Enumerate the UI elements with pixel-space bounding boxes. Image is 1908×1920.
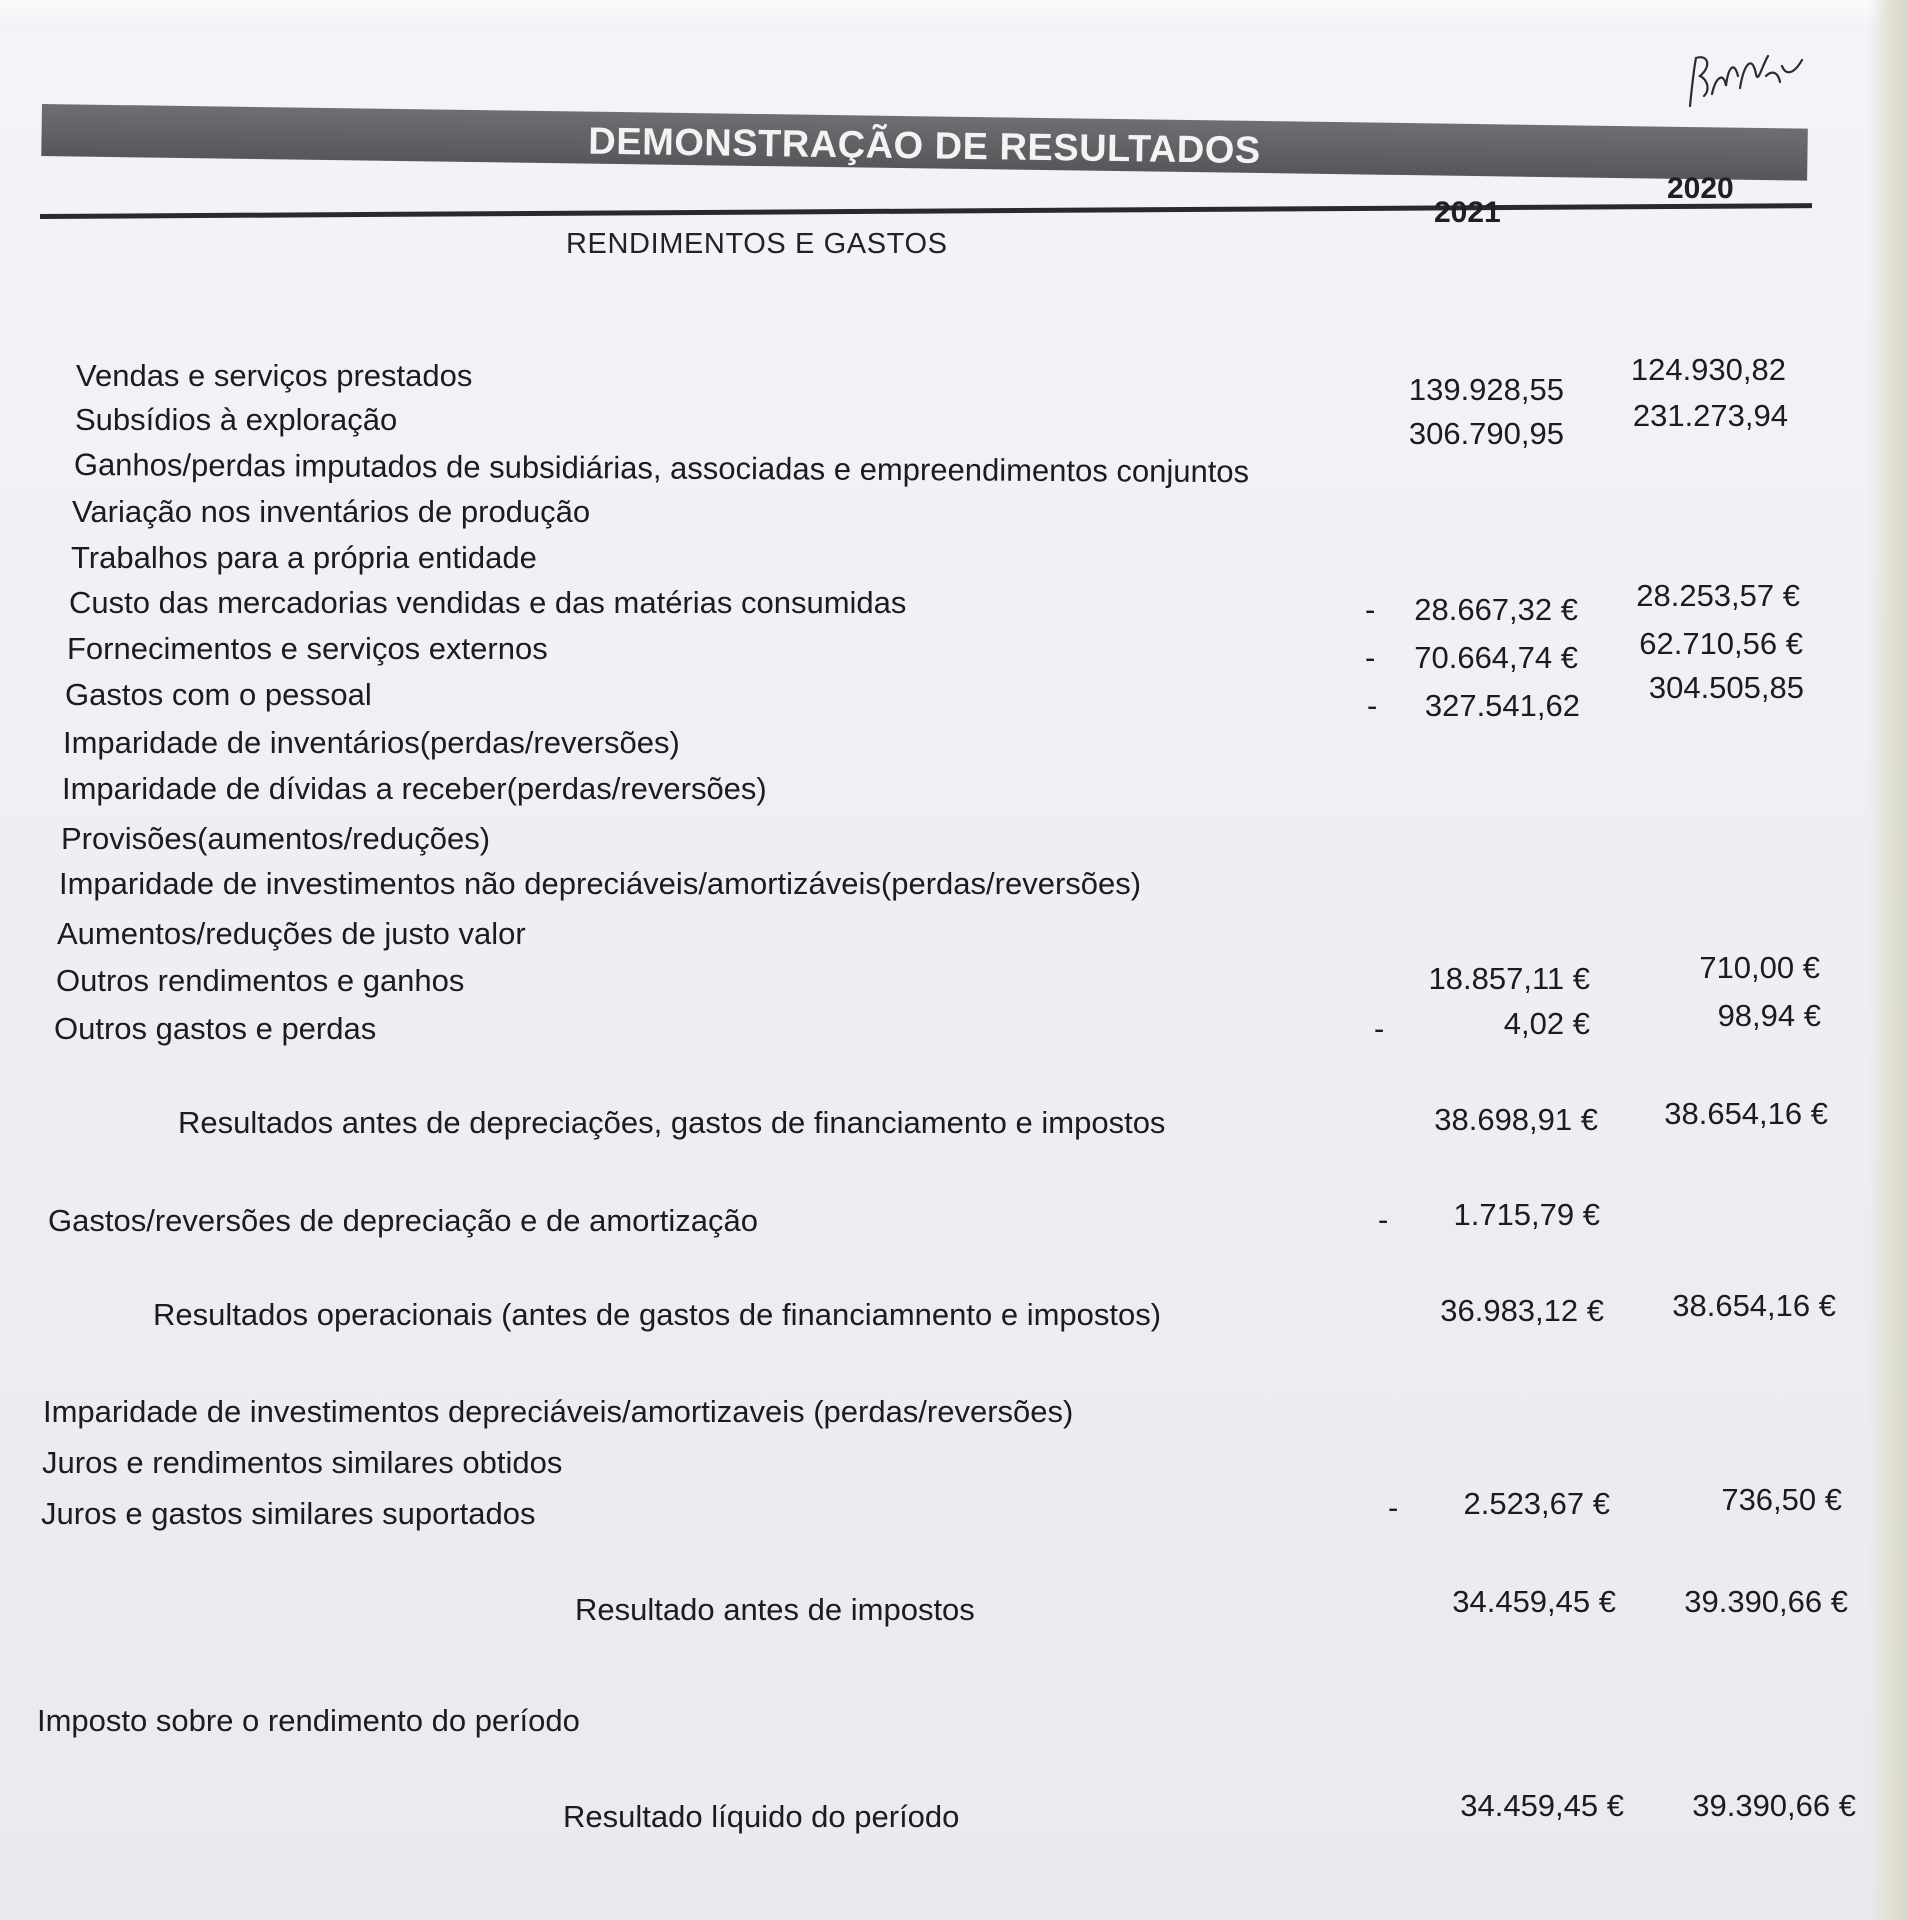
row-label-cmvmc: Custo das mercadorias vendidas e das matérias consumidas — [69, 585, 907, 620]
row-value-2020-juros-suportados: 736,50 € — [1721, 1482, 1842, 1517]
subtotal-value-2020-resultado-antes-impostos: 39.390,66 € — [1684, 1584, 1848, 1619]
page-right-edge — [1868, 0, 1908, 1920]
row-value-2021-vendas: 139.928,55 — [1408, 372, 1564, 407]
subtotal-value-2021-resultado-antes-impostos: 34.459,45 € — [1452, 1584, 1616, 1619]
section-subtitle: RENDIMENTOS E GASTOS — [566, 228, 948, 260]
row-value-2020-cmvmc: 28.253,57 € — [1636, 578, 1800, 613]
row-label-variacao-inventarios: Variação nos inventários de produção — [72, 494, 591, 529]
subtotal-value-2021-resultados-operacionais: 36.983,12 € — [1440, 1293, 1604, 1328]
row-value-2021-outros-gastos: 4,02 € — [1503, 1006, 1590, 1041]
row-value-2021-depreciacoes: 1.715,79 € — [1453, 1197, 1600, 1232]
row-label-outros-rendimentos: Outros rendimentos e ganhos — [56, 963, 465, 998]
row-value-2021-pessoal: 327.541,62 — [1424, 688, 1580, 723]
header-rule — [40, 203, 1812, 219]
row-value-2020-pessoal: 304.505,85 — [1648, 670, 1804, 705]
row-value-2020-subsidios: 231.273,94 — [1632, 398, 1788, 433]
row-label-imparidade-investimentos-depreciaveis: Imparidade de investimentos depreciáveis/amortizaveis (perdas/reversões) — [43, 1394, 1074, 1429]
row-value-2020-vendas: 124.930,82 — [1630, 352, 1786, 387]
row-label-depreciacoes: Gastos/reversões de depreciação e de amortização — [48, 1203, 758, 1238]
row-label-juros-obtidos: Juros e rendimentos similares obtidos — [42, 1445, 563, 1480]
row-label-vendas: Vendas e serviços prestados — [76, 358, 473, 393]
signature-mark — [1682, 46, 1812, 118]
row-label-outros-gastos: Outros gastos e perdas — [54, 1011, 377, 1046]
subtotal-value-2020-resultados-operacionais: 38.654,16 € — [1672, 1288, 1836, 1323]
row-value-2021-outros-rendimentos: 18.857,11 € — [1428, 961, 1590, 996]
row-label-imparidade-dividas: Imparidade de dívidas a receber(perdas/reversões) — [62, 771, 767, 806]
row-value-2021-fse: 70.664,74 € — [1414, 640, 1578, 675]
row-label-pessoal: Gastos com o pessoal — [65, 677, 372, 712]
row-label-subsidios: Subsídios à exploração — [75, 402, 398, 437]
page-top-edge — [0, 0, 1908, 30]
row-sign-2021-depreciacoes: - — [1378, 1202, 1389, 1237]
row-value-2020-fse: 62.710,56 € — [1639, 626, 1803, 661]
title-banner — [41, 104, 1808, 181]
row-value-2021-subsidios: 306.790,95 — [1408, 416, 1564, 451]
subtotal-label-ebitda: Resultados antes de depreciações, gastos de financiamento e impostos — [178, 1105, 1166, 1140]
row-label-imparidade-investimentos-nao-depreciaveis: Imparidade de investimentos não depreciáveis/amortizáveis(perdas/reversões) — [59, 866, 1142, 901]
subtotal-label-resultado-antes-impostos: Resultado antes de impostos — [575, 1592, 975, 1627]
row-label-fse: Fornecimentos e serviços externos — [67, 631, 548, 666]
row-value-2020-outros-rendimentos: 710,00 € — [1699, 950, 1820, 985]
row-label-imparidade-inventarios: Imparidade de inventários(perdas/reversões) — [63, 725, 680, 760]
row-label-justo-valor: Aumentos/reduções de justo valor — [57, 916, 526, 951]
row-value-2020-outros-gastos: 98,94 € — [1717, 998, 1821, 1033]
row-value-2021-juros-suportados: 2.523,67 € — [1463, 1486, 1610, 1521]
row-sign-2021-pessoal: - — [1367, 688, 1378, 723]
total-value-2020-resultado-liquido: 39.390,66 € — [1692, 1788, 1856, 1823]
row-label-imposto-rendimento: Imposto sobre o rendimento do período — [37, 1703, 580, 1738]
page-title: DEMONSTRAÇÃO DE RESULTADOS — [588, 120, 1261, 173]
row-sign-2021-outros-gastos: - — [1374, 1011, 1385, 1046]
row-value-2021-cmvmc: 28.667,32 € — [1414, 592, 1578, 627]
column-header-2020: 2020 — [1667, 172, 1734, 205]
row-sign-2021-fse: - — [1365, 640, 1376, 675]
row-label-juros-suportados: Juros e gastos similares suportados — [41, 1496, 536, 1531]
row-label-provisoes: Provisões(aumentos/reduções) — [61, 821, 491, 856]
total-value-2021-resultado-liquido: 34.459,45 € — [1460, 1788, 1624, 1823]
subtotal-label-resultados-operacionais: Resultados operacionais (antes de gastos de financiamnento e impostos) — [153, 1297, 1162, 1332]
column-header-2021: 2021 — [1434, 196, 1501, 229]
row-sign-2021-juros-suportados: - — [1388, 1490, 1399, 1525]
row-label-ganhos-subsidiarias: Ganhos/perdas imputados de subsidiárias, associadas e empreendimentos conjuntos — [73, 447, 1250, 490]
row-sign-2021-cmvmc: - — [1365, 592, 1376, 627]
total-label-resultado-liquido: Resultado líquido do período — [563, 1799, 960, 1834]
row-label-trabalhos-propria: Trabalhos para a própria entidade — [71, 540, 537, 575]
subtotal-value-2020-ebitda: 38.654,16 € — [1664, 1096, 1828, 1131]
subtotal-value-2021-ebitda: 38.698,91 € — [1434, 1102, 1598, 1137]
